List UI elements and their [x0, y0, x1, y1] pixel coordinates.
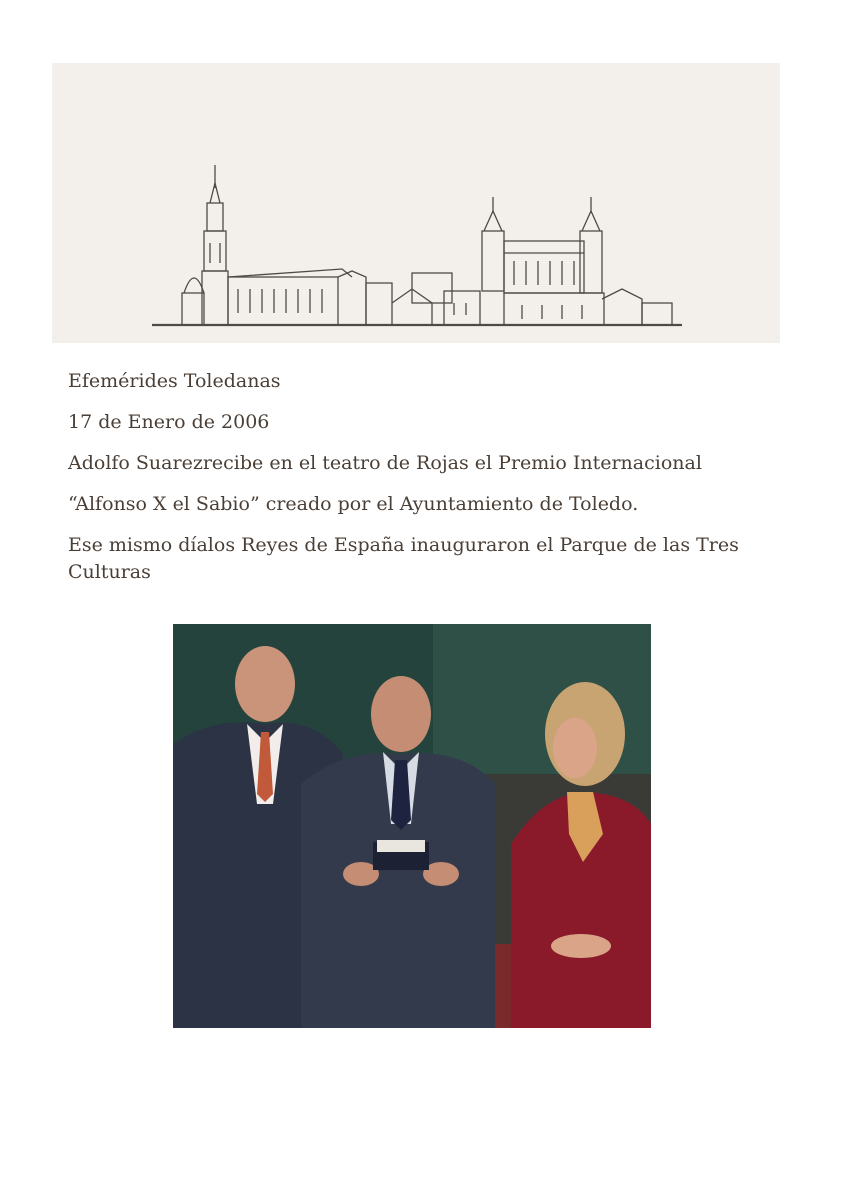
toledo-skyline-banner — [52, 63, 780, 343]
paragraph-line-1: Adolfo Suarezrecibe en el teatro de Rojas el Premio Internacional — [68, 452, 702, 474]
heading: Efemérides Toledanas — [68, 370, 281, 392]
paragraph-line-3: Ese mismo díalos Reyes de España inauguraron el Parque de las Tres Culturas — [68, 534, 739, 583]
award-ceremony-photo — [173, 624, 651, 1028]
toledo-skyline-icon — [52, 63, 780, 343]
article-text — [68, 368, 788, 600]
date-line: 17 de Enero de 2006 — [68, 411, 270, 433]
paragraph-line-2: “Alfonso X el Sabio” creado por el Ayuntamiento de Toledo. — [68, 493, 639, 515]
photo-three-people-icon — [173, 624, 651, 1028]
